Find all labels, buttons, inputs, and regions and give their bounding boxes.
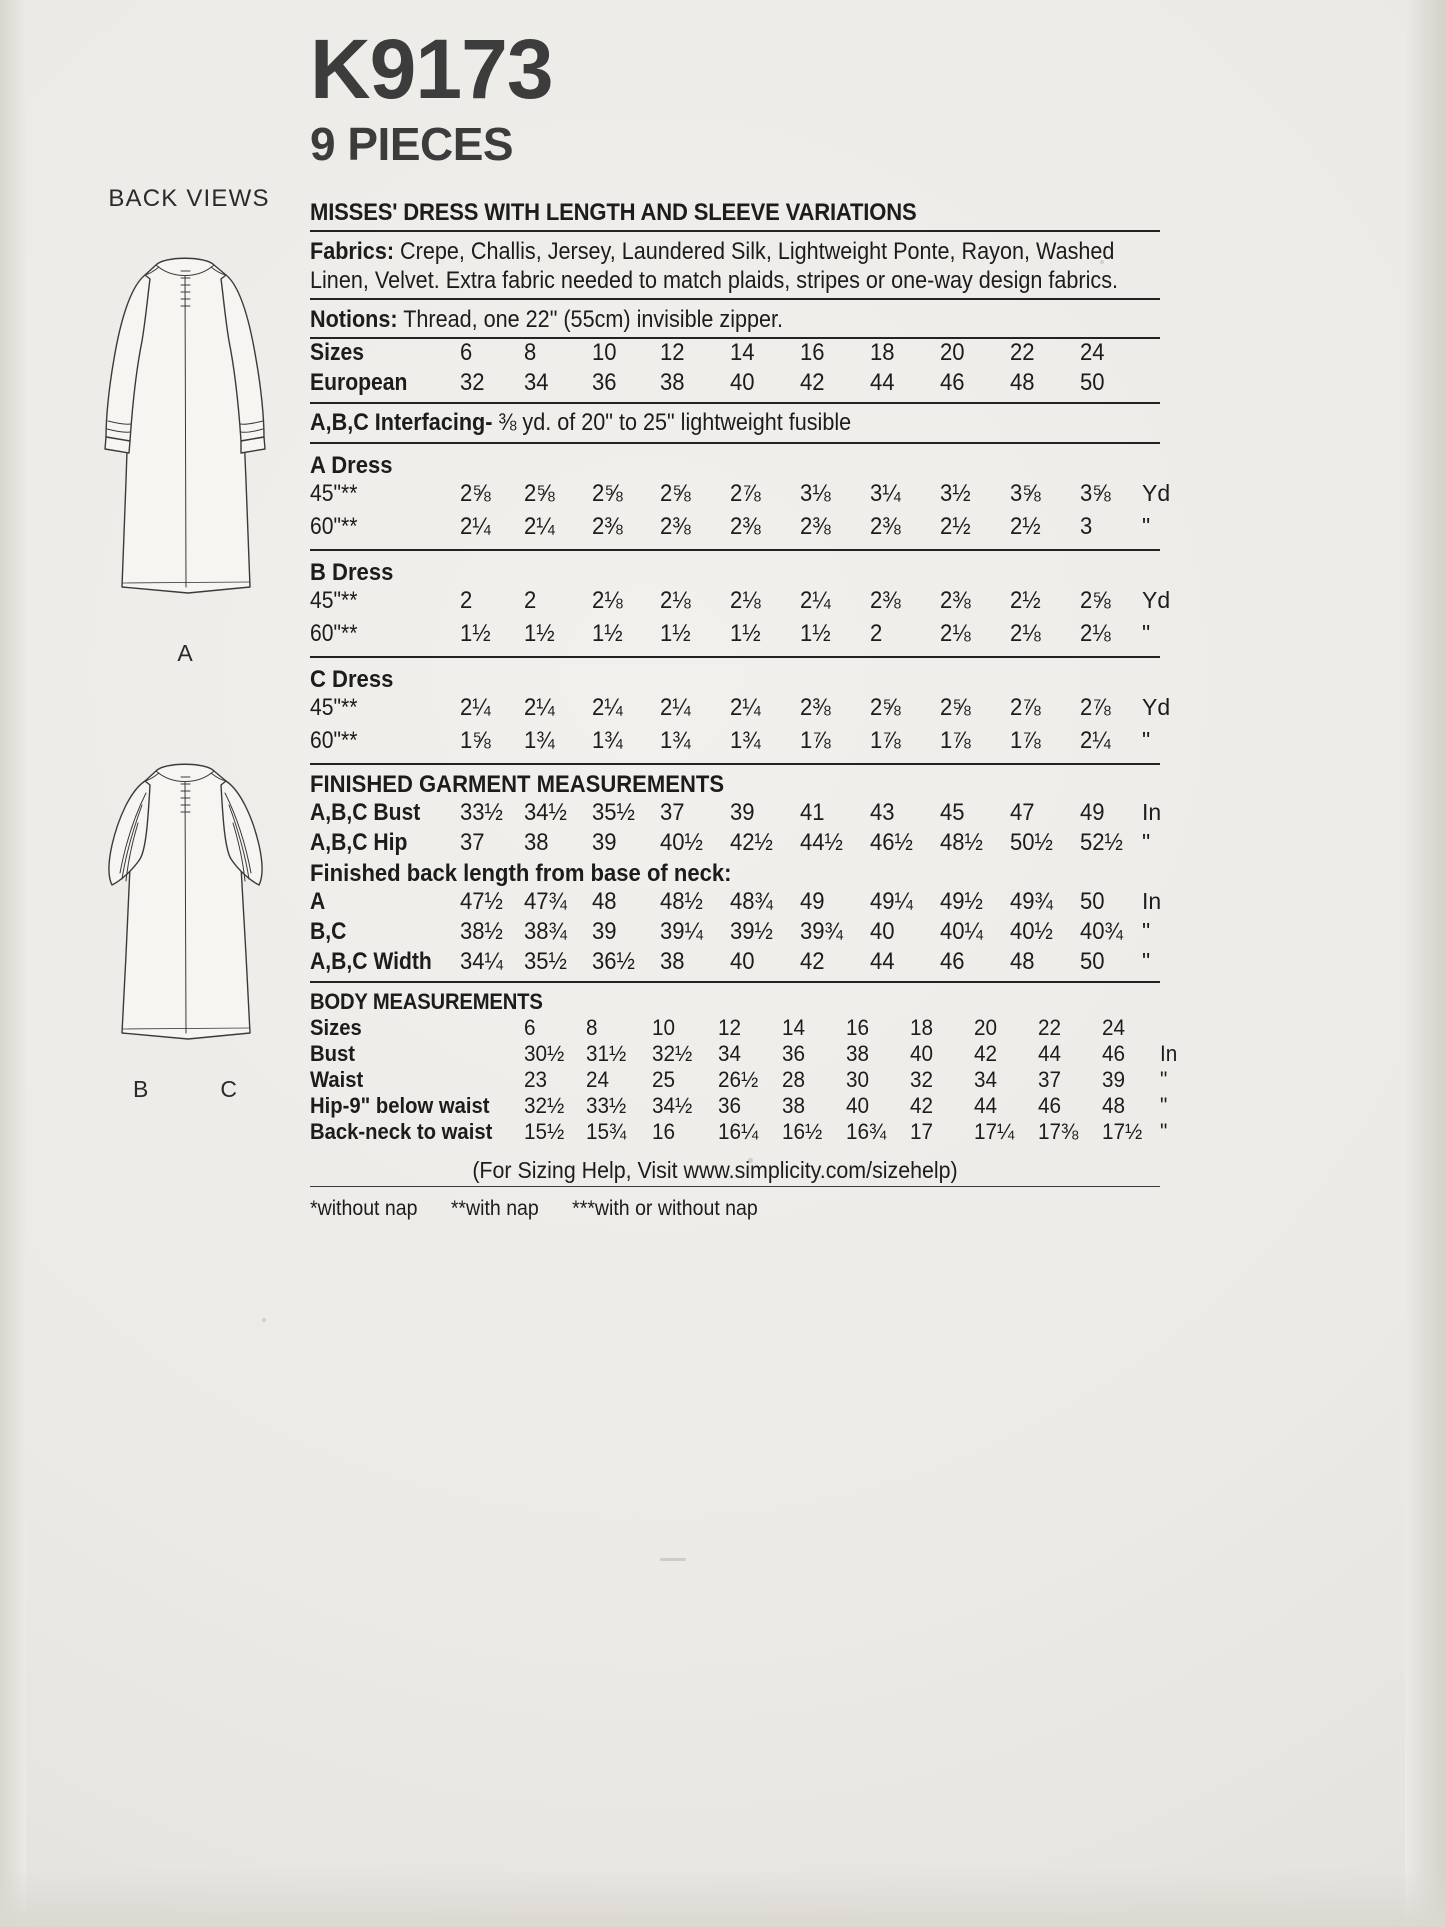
unit-label: " bbox=[1142, 918, 1151, 945]
cell: 2⅜ bbox=[660, 513, 691, 541]
section-heading: B Dress bbox=[310, 559, 394, 587]
cell: 2¼ bbox=[1080, 727, 1111, 755]
cell: 36 bbox=[718, 1093, 742, 1119]
table-row bbox=[310, 480, 1182, 513]
cell: 16¼ bbox=[718, 1119, 759, 1145]
row-label: 60"** bbox=[310, 620, 358, 648]
unit-label: " bbox=[1160, 1067, 1168, 1093]
cell: 2⅛ bbox=[730, 587, 761, 615]
interfacing-text: ⅜ yd. of 20" to 25" lightweight fusible bbox=[492, 409, 852, 437]
cell: 1⅞ bbox=[940, 727, 971, 755]
divider bbox=[310, 230, 1160, 232]
row-label: Bust bbox=[310, 1041, 355, 1067]
table-row-a-length bbox=[310, 888, 1182, 918]
figure-view-a bbox=[60, 231, 310, 667]
cell: 1½ bbox=[592, 620, 623, 648]
cell: 36 bbox=[782, 1041, 806, 1067]
unit-label: Yd bbox=[1142, 480, 1171, 507]
row-label: 60"** bbox=[310, 727, 358, 755]
cell: 42 bbox=[800, 948, 825, 976]
cell: 2⅛ bbox=[592, 587, 623, 615]
back-length-heading: Finished back length from base of neck: bbox=[310, 860, 732, 888]
back-length-table bbox=[310, 888, 1182, 978]
cell: 50½ bbox=[1010, 829, 1053, 857]
cell: 35½ bbox=[592, 799, 635, 827]
cell: 40½ bbox=[660, 829, 703, 857]
cell: 28 bbox=[782, 1067, 806, 1093]
nap-footnotes bbox=[310, 1197, 786, 1221]
divider bbox=[310, 763, 1160, 765]
cell: 2⅛ bbox=[1080, 620, 1111, 648]
cell: 2¼ bbox=[460, 513, 491, 541]
cell: 44 bbox=[1038, 1041, 1062, 1067]
cell: 2⅞ bbox=[730, 480, 761, 508]
cell: 50 bbox=[1080, 888, 1105, 916]
cell: 14 bbox=[730, 339, 755, 367]
cell: 3 bbox=[1080, 513, 1093, 541]
cell: 8 bbox=[524, 339, 537, 367]
unit-label: " bbox=[1142, 727, 1151, 754]
cell: 44½ bbox=[800, 829, 843, 857]
cell: 39¾ bbox=[800, 918, 843, 946]
cell: 3⅝ bbox=[1010, 480, 1041, 508]
cell: 3⅛ bbox=[800, 480, 831, 508]
cell: 42 bbox=[974, 1041, 998, 1067]
notions-block bbox=[310, 305, 1159, 334]
cell: 17½ bbox=[1102, 1119, 1143, 1145]
cell: 16 bbox=[800, 339, 825, 367]
cell: 2⅜ bbox=[870, 513, 901, 541]
cell: 33½ bbox=[460, 799, 503, 827]
cell: 48 bbox=[1010, 948, 1035, 976]
cell: 39 bbox=[592, 829, 617, 857]
cell: 2½ bbox=[1010, 513, 1041, 541]
divider bbox=[310, 1186, 1160, 1187]
row-label: 45"** bbox=[310, 480, 358, 508]
cell: 50 bbox=[1080, 369, 1105, 397]
table-row bbox=[310, 694, 1182, 727]
cell: 46 bbox=[940, 948, 965, 976]
cell: 2¼ bbox=[592, 694, 623, 722]
cell: 45 bbox=[940, 799, 965, 827]
cell: 38 bbox=[524, 829, 549, 857]
cell: 46 bbox=[940, 369, 965, 397]
cell: 17 bbox=[910, 1119, 934, 1145]
footnote-with-nap: **with nap bbox=[450, 1197, 539, 1221]
row-label: Hip-9" below waist bbox=[310, 1093, 490, 1119]
cell: 1⅝ bbox=[460, 727, 491, 755]
section-heading: C Dress bbox=[310, 666, 394, 694]
cell: 38¾ bbox=[524, 918, 567, 946]
back-views-panel bbox=[60, 185, 310, 1103]
cell: 2⅝ bbox=[1080, 587, 1111, 615]
finished-garment-heading: FINISHED GARMENT MEASUREMENTS bbox=[310, 771, 725, 799]
dress-a-illustration bbox=[60, 231, 310, 631]
cell: 20 bbox=[940, 339, 965, 367]
cell: 2¼ bbox=[524, 513, 555, 541]
cell: 32 bbox=[910, 1067, 934, 1093]
divider bbox=[310, 298, 1160, 300]
paper-edge-bottom bbox=[0, 1867, 1445, 1927]
table-row-hip bbox=[310, 829, 1182, 859]
table-row-sizes bbox=[310, 339, 1182, 369]
cell: 2⅜ bbox=[800, 694, 831, 722]
cell: 1½ bbox=[524, 620, 555, 648]
cell: 2⅛ bbox=[1010, 620, 1041, 648]
cell: 37 bbox=[1038, 1067, 1062, 1093]
cell: 38 bbox=[846, 1041, 870, 1067]
cell: 32 bbox=[460, 369, 485, 397]
cell: 48¾ bbox=[730, 888, 773, 916]
cell: 2¼ bbox=[460, 694, 491, 722]
cell: 6 bbox=[524, 1015, 536, 1041]
cell: 2 bbox=[524, 587, 537, 615]
cell: 47¾ bbox=[524, 888, 567, 916]
row-label: 60"** bbox=[310, 513, 358, 541]
cell: 8 bbox=[586, 1015, 598, 1041]
cell: 3¼ bbox=[870, 480, 901, 508]
cell: 34½ bbox=[652, 1093, 693, 1119]
table-row bbox=[310, 620, 1182, 653]
cell: 2¼ bbox=[730, 694, 761, 722]
cell: 37 bbox=[460, 829, 485, 857]
paper-speck bbox=[262, 1318, 266, 1322]
row-label: A,B,C Bust bbox=[310, 799, 421, 827]
cell: 42 bbox=[800, 369, 825, 397]
pattern-number: K9173 bbox=[310, 22, 553, 116]
unit-label: In bbox=[1142, 888, 1162, 915]
cell: 22 bbox=[1010, 339, 1035, 367]
cell: 2⅝ bbox=[460, 480, 491, 508]
cell: 50 bbox=[1080, 948, 1105, 976]
unit-label: In bbox=[1160, 1041, 1178, 1067]
cell: 36 bbox=[592, 369, 617, 397]
unit-label: In bbox=[1142, 799, 1162, 826]
cell: 46 bbox=[1102, 1041, 1126, 1067]
unit-label: " bbox=[1142, 513, 1151, 540]
cell: 49 bbox=[800, 888, 825, 916]
yardage-block-c bbox=[310, 662, 1171, 760]
cell: 43 bbox=[870, 799, 895, 827]
body-measurements-table bbox=[310, 1015, 1200, 1145]
cell: 18 bbox=[910, 1015, 934, 1041]
cell: 39 bbox=[730, 799, 755, 827]
cell: 34 bbox=[974, 1067, 998, 1093]
cell: 25 bbox=[652, 1067, 676, 1093]
cell: 2⅝ bbox=[660, 480, 691, 508]
cell: 48 bbox=[592, 888, 617, 916]
cell: 17¼ bbox=[974, 1119, 1015, 1145]
cell: 2⅜ bbox=[870, 587, 901, 615]
cell: 2½ bbox=[1010, 587, 1041, 615]
pattern-spec-sheet bbox=[310, 22, 1178, 1221]
cell: 44 bbox=[870, 369, 895, 397]
cell: 2⅜ bbox=[592, 513, 623, 541]
cell: 1⅞ bbox=[1010, 727, 1041, 755]
row-label: Sizes bbox=[310, 339, 365, 367]
unit-label: Yd bbox=[1142, 587, 1171, 614]
cell: 2¼ bbox=[800, 587, 831, 615]
cell: 1½ bbox=[460, 620, 491, 648]
cell: 2 bbox=[870, 620, 883, 648]
cell: 36½ bbox=[592, 948, 635, 976]
footnote-without-nap: *without nap bbox=[310, 1197, 418, 1221]
cell: 2⅞ bbox=[1010, 694, 1041, 722]
row-label: A,B,C Hip bbox=[310, 829, 408, 857]
cell: 2⅞ bbox=[1080, 694, 1111, 722]
cell: 39¼ bbox=[660, 918, 703, 946]
cell: 40½ bbox=[1010, 918, 1053, 946]
row-label: A bbox=[310, 888, 326, 916]
cell: 48 bbox=[1102, 1093, 1126, 1119]
fabrics-label: Fabrics: bbox=[310, 237, 395, 265]
yardage-block-a bbox=[310, 448, 1171, 546]
cell: 12 bbox=[660, 339, 685, 367]
cell: 40 bbox=[730, 369, 755, 397]
figure-c-caption: C bbox=[220, 1076, 237, 1102]
table-row-bm-backneck bbox=[310, 1119, 1200, 1145]
cell: 24 bbox=[586, 1067, 610, 1093]
unit-label: " bbox=[1142, 829, 1151, 856]
table-row-european bbox=[310, 369, 1182, 399]
cell: 24 bbox=[1080, 339, 1105, 367]
cell: 18 bbox=[870, 339, 895, 367]
pattern-title: MISSES' DRESS WITH LENGTH AND SLEEVE VARIATIONS bbox=[310, 198, 917, 226]
piece-count: 9 PIECES bbox=[310, 118, 514, 171]
divider bbox=[310, 656, 1160, 658]
figure-bc-captions bbox=[60, 1076, 310, 1103]
interfacing-label: A,B,C Interfacing- bbox=[310, 409, 493, 437]
cell: 2⅛ bbox=[660, 587, 691, 615]
cell: 1½ bbox=[800, 620, 831, 648]
cell: 48½ bbox=[660, 888, 703, 916]
cell: 37 bbox=[660, 799, 685, 827]
cell: 30 bbox=[846, 1067, 870, 1093]
divider bbox=[310, 402, 1160, 404]
cell: 20 bbox=[974, 1015, 998, 1041]
cell: 40 bbox=[730, 948, 755, 976]
yardage-block-b bbox=[310, 555, 1171, 653]
cell: 1¾ bbox=[730, 727, 761, 755]
cell: 52½ bbox=[1080, 829, 1123, 857]
unit-label: " bbox=[1142, 620, 1151, 647]
cell: 16 bbox=[652, 1119, 676, 1145]
cell: 49 bbox=[1080, 799, 1105, 827]
cell: 1⅞ bbox=[870, 727, 901, 755]
cell: 34½ bbox=[524, 799, 567, 827]
cell: 1¾ bbox=[524, 727, 555, 755]
cell: 38 bbox=[660, 369, 685, 397]
cell: 3½ bbox=[940, 480, 971, 508]
cell: 49¼ bbox=[870, 888, 913, 916]
cell: 32½ bbox=[524, 1093, 565, 1119]
cell: 49½ bbox=[940, 888, 983, 916]
cell: 39 bbox=[1102, 1067, 1126, 1093]
dress-bc-illustration bbox=[60, 749, 310, 1069]
cell: 31½ bbox=[586, 1041, 627, 1067]
sizing-help-note: (For Sizing Help, Visit www.simplicity.com/sizehelp) bbox=[472, 1157, 958, 1184]
cell: 40 bbox=[870, 918, 895, 946]
body-measurements-heading: BODY MEASUREMENTS bbox=[310, 989, 543, 1015]
back-views-heading: BACK VIEWS bbox=[108, 185, 270, 212]
cell: 2⅝ bbox=[524, 480, 555, 508]
paper-speck bbox=[660, 1558, 686, 1561]
unit-label: Yd bbox=[1142, 694, 1171, 721]
fabrics-text: Crepe, Challis, Jersey, Laundered Silk, Lightweight Ponte, Rayon, Washed Linen, Velvet. Extra fabric needed to match plaids, stripes or one-way design fabrics. bbox=[310, 237, 1119, 294]
cell: 32½ bbox=[652, 1041, 693, 1067]
cell: 24 bbox=[1102, 1015, 1126, 1041]
cell: 2¼ bbox=[660, 694, 691, 722]
cell: 23 bbox=[524, 1067, 548, 1093]
cell: 30½ bbox=[524, 1041, 565, 1067]
table-row-bm-waist bbox=[310, 1067, 1200, 1093]
figure-views-bc bbox=[60, 749, 310, 1103]
cell: 2⅜ bbox=[730, 513, 761, 541]
divider bbox=[310, 981, 1160, 983]
cell: 42½ bbox=[730, 829, 773, 857]
cell: 2⅜ bbox=[940, 587, 971, 615]
cell: 26½ bbox=[718, 1067, 759, 1093]
cell: 39 bbox=[592, 918, 617, 946]
cell: 38 bbox=[660, 948, 685, 976]
cell: 2⅝ bbox=[940, 694, 971, 722]
figure-a-caption: A bbox=[177, 640, 193, 666]
table-row-bm-hip bbox=[310, 1093, 1200, 1119]
row-label: Back-neck to waist bbox=[310, 1119, 493, 1145]
cell: 38½ bbox=[460, 918, 503, 946]
cell: 16¾ bbox=[846, 1119, 887, 1145]
table-row-bm-sizes bbox=[310, 1015, 1200, 1041]
cell: 40¾ bbox=[1080, 918, 1123, 946]
cell: 42 bbox=[910, 1093, 934, 1119]
interfacing-block bbox=[310, 409, 851, 437]
cell: 2⅝ bbox=[592, 480, 623, 508]
cell: 10 bbox=[592, 339, 617, 367]
sizes-table bbox=[310, 339, 1182, 399]
cell: 3⅝ bbox=[1080, 480, 1111, 508]
paper-edge-left bbox=[0, 0, 26, 1927]
cell: 16½ bbox=[782, 1119, 823, 1145]
cell: 22 bbox=[1038, 1015, 1062, 1041]
yardage-table-a bbox=[310, 480, 1182, 546]
row-label: A,B,C Width bbox=[310, 948, 432, 976]
cell: 12 bbox=[718, 1015, 742, 1041]
cell: 44 bbox=[974, 1093, 998, 1119]
row-label: Waist bbox=[310, 1067, 364, 1093]
divider bbox=[310, 549, 1160, 551]
table-row bbox=[310, 587, 1182, 620]
cell: 14 bbox=[782, 1015, 806, 1041]
cell: 40¼ bbox=[940, 918, 983, 946]
table-row bbox=[310, 513, 1182, 546]
cell: 2¼ bbox=[524, 694, 555, 722]
cell: 2 bbox=[460, 587, 473, 615]
cell: 40 bbox=[846, 1093, 870, 1119]
yardage-table-c bbox=[310, 694, 1182, 760]
cell: 17⅜ bbox=[1038, 1119, 1079, 1145]
table-row-bust bbox=[310, 799, 1182, 829]
cell: 44 bbox=[870, 948, 895, 976]
cell: 46½ bbox=[870, 829, 913, 857]
cell: 47 bbox=[1010, 799, 1035, 827]
paper-edge-right bbox=[1405, 0, 1445, 1927]
finished-garment-table bbox=[310, 799, 1182, 859]
cell: 48½ bbox=[940, 829, 983, 857]
table-row-width bbox=[310, 948, 1182, 978]
notions-text: Thread, one 22" (55cm) invisible zipper. bbox=[403, 306, 784, 334]
unit-label: " bbox=[1160, 1119, 1168, 1145]
cell: 2½ bbox=[940, 513, 971, 541]
cell: 40 bbox=[910, 1041, 934, 1067]
cell: 38 bbox=[782, 1093, 806, 1119]
cell: 2⅝ bbox=[870, 694, 901, 722]
cell: 1⅞ bbox=[800, 727, 831, 755]
row-label: Sizes bbox=[310, 1015, 362, 1041]
cell: 35½ bbox=[524, 948, 567, 976]
cell: 1½ bbox=[660, 620, 691, 648]
cell: 48 bbox=[1010, 369, 1035, 397]
yardage-table-b bbox=[310, 587, 1182, 653]
cell: 33½ bbox=[586, 1093, 627, 1119]
cell: 10 bbox=[652, 1015, 676, 1041]
row-label: 45"** bbox=[310, 587, 358, 615]
row-label: B,C bbox=[310, 918, 347, 946]
table-row bbox=[310, 727, 1182, 760]
footnote-with-or-without-nap: ***with or without nap bbox=[572, 1197, 758, 1221]
fabrics-block bbox=[310, 237, 1159, 296]
divider bbox=[310, 442, 1160, 444]
cell: 34 bbox=[718, 1041, 742, 1067]
unit-label: " bbox=[1142, 948, 1151, 975]
cell: 1½ bbox=[730, 620, 761, 648]
cell: 1¾ bbox=[660, 727, 691, 755]
table-row-bm-bust bbox=[310, 1041, 1200, 1067]
row-label: European bbox=[310, 369, 408, 397]
table-row-bc-length bbox=[310, 918, 1182, 948]
notions-label: Notions: bbox=[310, 306, 398, 334]
cell: 46 bbox=[1038, 1093, 1062, 1119]
cell: 15¾ bbox=[586, 1119, 627, 1145]
cell: 15½ bbox=[524, 1119, 565, 1145]
cell: 47½ bbox=[460, 888, 503, 916]
cell: 2⅜ bbox=[800, 513, 831, 541]
unit-label: " bbox=[1160, 1093, 1168, 1119]
cell: 34¼ bbox=[460, 948, 503, 976]
cell: 41 bbox=[800, 799, 825, 827]
cell: 16 bbox=[846, 1015, 870, 1041]
cell: 34 bbox=[524, 369, 549, 397]
cell: 39½ bbox=[730, 918, 773, 946]
cell: 49¾ bbox=[1010, 888, 1053, 916]
cell: 2⅛ bbox=[940, 620, 971, 648]
figure-b-caption: B bbox=[133, 1076, 149, 1102]
cell: 6 bbox=[460, 339, 473, 367]
row-label: 45"** bbox=[310, 694, 358, 722]
section-heading: A Dress bbox=[310, 452, 393, 480]
cell: 1¾ bbox=[592, 727, 623, 755]
